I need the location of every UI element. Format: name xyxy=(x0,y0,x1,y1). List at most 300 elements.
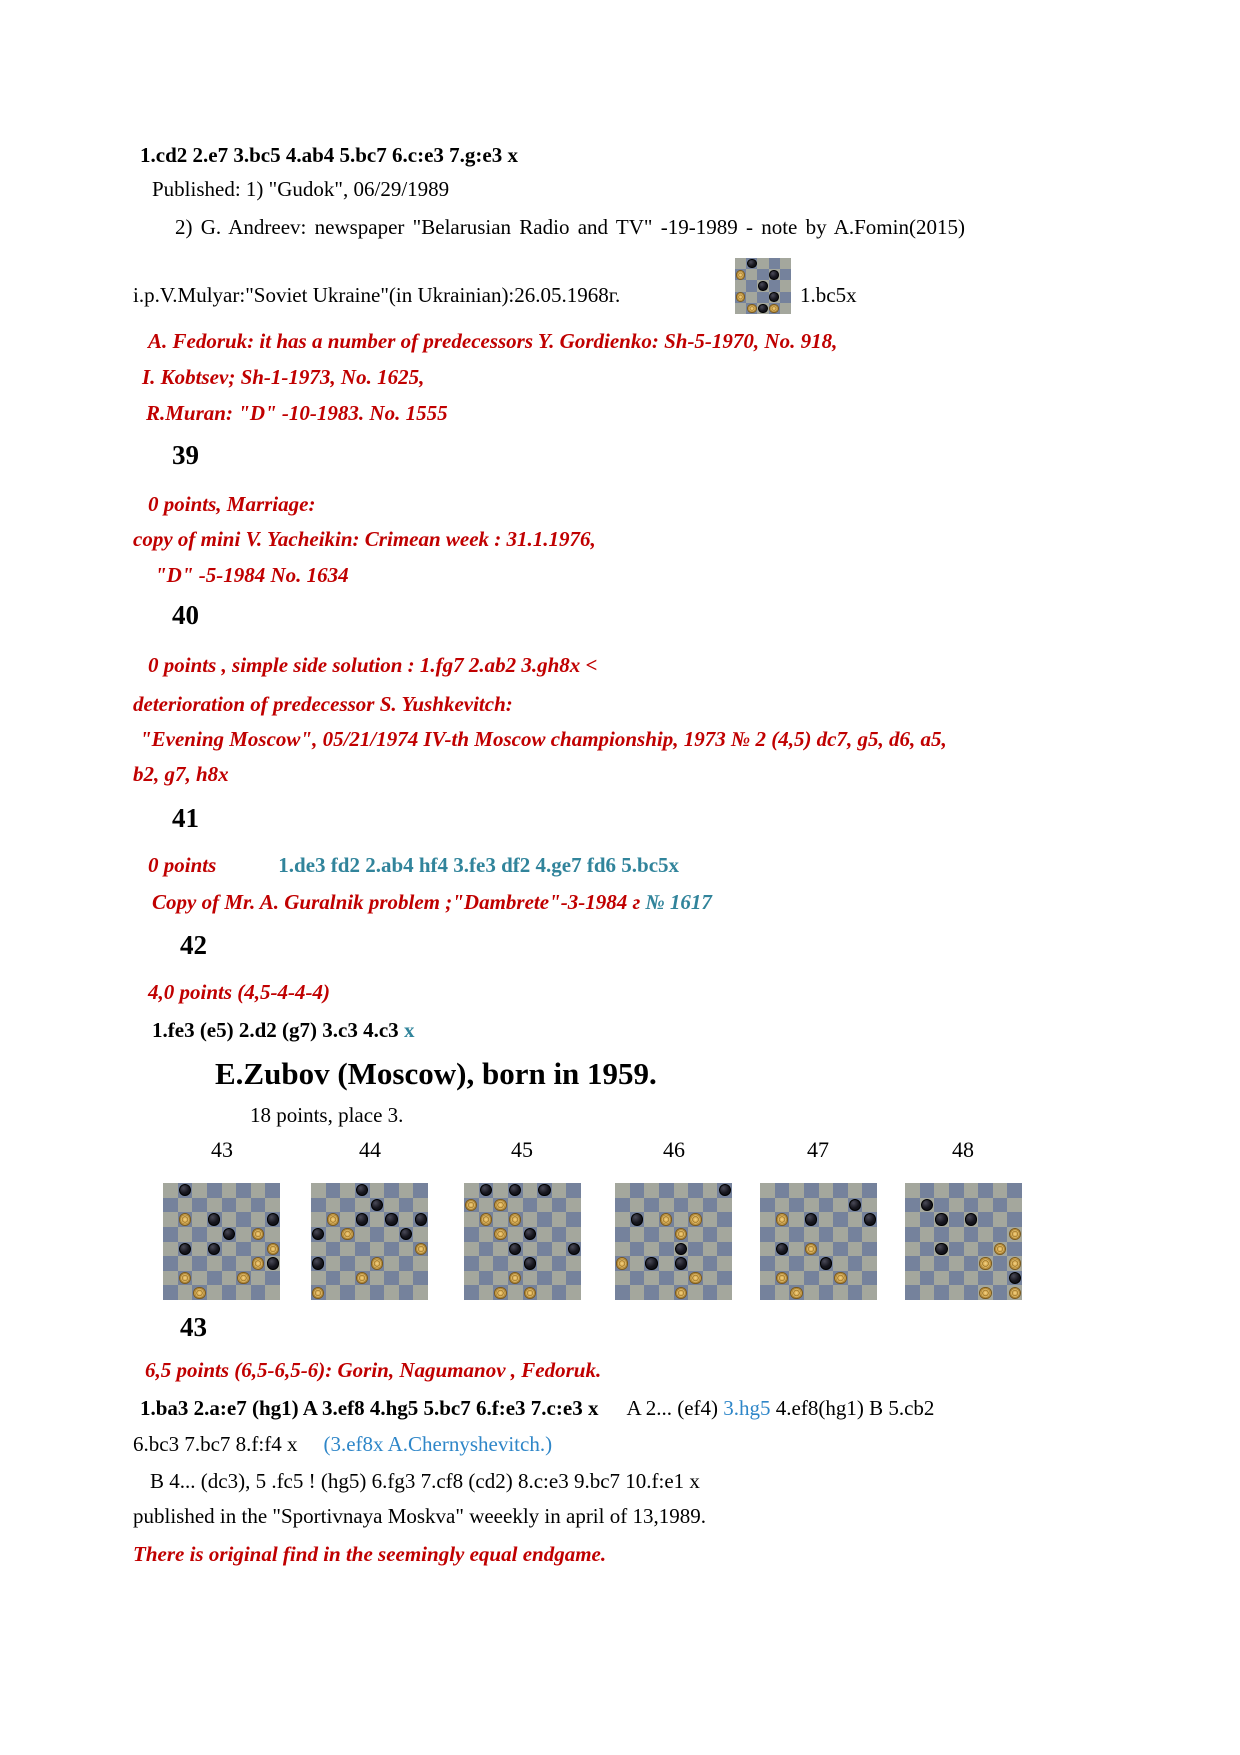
p40-line1: 0 points , simple side solution : 1.fg7 2.ab2 3.gh8x < xyxy=(148,653,598,677)
board-square xyxy=(819,1198,834,1213)
board-square xyxy=(311,1212,326,1227)
board-square xyxy=(703,1198,718,1213)
board-square xyxy=(644,1212,659,1227)
board-square xyxy=(192,1183,207,1198)
white-piece xyxy=(790,1287,802,1299)
checkers-board-45 xyxy=(464,1183,581,1300)
board-square xyxy=(537,1271,552,1286)
board-square xyxy=(703,1212,718,1227)
black-piece xyxy=(935,1213,947,1225)
board-square xyxy=(819,1285,834,1300)
board-square xyxy=(163,1227,178,1242)
white-piece xyxy=(1009,1228,1021,1240)
black-piece xyxy=(758,304,767,313)
board-square xyxy=(222,1285,237,1300)
p43-caption: 6,5 points (6,5-6,5-6): Gorin, Nagumanov , Fedoruk. xyxy=(145,1358,602,1382)
board-square xyxy=(265,1183,280,1198)
p43-moves-line1 xyxy=(140,1395,934,1421)
board-square xyxy=(326,1198,341,1213)
problem-40-heading: 40 xyxy=(172,600,199,630)
board-square xyxy=(163,1183,178,1198)
board-square xyxy=(848,1242,863,1257)
board-square xyxy=(848,1183,863,1198)
checkers-board-44 xyxy=(311,1183,428,1300)
black-piece xyxy=(179,1243,191,1255)
board-square xyxy=(819,1183,834,1198)
p40-line4: b2, g7, h8x xyxy=(133,762,229,786)
black-piece xyxy=(1009,1272,1021,1284)
board-square xyxy=(384,1198,399,1213)
board-square xyxy=(615,1183,630,1198)
p43-published-line: published in the "Sportivnaya Moskva" weeekly in april of 13,1989. xyxy=(133,1504,706,1528)
board-square xyxy=(340,1242,355,1257)
board-square xyxy=(615,1271,630,1286)
board-square xyxy=(780,280,791,291)
board-square xyxy=(207,1256,222,1271)
board-square xyxy=(630,1198,645,1213)
board-square xyxy=(178,1198,193,1213)
white-piece xyxy=(736,292,745,301)
board-square xyxy=(207,1227,222,1242)
board-square xyxy=(630,1271,645,1286)
board-square xyxy=(775,1183,790,1198)
p41-moves: 1.de3 fd2 2.ab4 hf4 3.fe3 df2 4.ge7 fd6 5.bc5x xyxy=(278,853,680,877)
board-square xyxy=(717,1198,732,1213)
p43-conclusion: There is original find in the seemingly equal endgame. xyxy=(133,1542,607,1566)
board-square xyxy=(355,1285,370,1300)
p43-variant-a: A 2... (ef4) xyxy=(626,1396,724,1420)
board-square xyxy=(399,1256,414,1271)
board-square xyxy=(920,1183,935,1198)
board-square xyxy=(703,1271,718,1286)
board-square xyxy=(552,1285,567,1300)
board-square xyxy=(746,280,757,291)
checkers-board-46 xyxy=(615,1183,732,1300)
board-square xyxy=(493,1212,508,1227)
board-square xyxy=(780,269,791,280)
board-square xyxy=(688,1227,703,1242)
inline-mini-board xyxy=(735,258,791,314)
board-square xyxy=(789,1242,804,1257)
board-square xyxy=(464,1183,479,1198)
board-square xyxy=(493,1271,508,1286)
board-square xyxy=(769,258,780,269)
black-piece xyxy=(415,1213,427,1225)
board-square xyxy=(566,1227,581,1242)
black-piece xyxy=(769,270,778,279)
board-square xyxy=(552,1271,567,1286)
board-square xyxy=(964,1285,979,1300)
board-square xyxy=(399,1242,414,1257)
board-square xyxy=(464,1227,479,1242)
board-square xyxy=(920,1242,935,1257)
board-square xyxy=(964,1256,979,1271)
board-square xyxy=(934,1183,949,1198)
board-square xyxy=(1007,1242,1022,1257)
board-square xyxy=(746,269,757,280)
board-square xyxy=(326,1285,341,1300)
board-square xyxy=(384,1285,399,1300)
board-square xyxy=(236,1183,251,1198)
board-square xyxy=(905,1271,920,1286)
board-square xyxy=(993,1212,1008,1227)
board-square xyxy=(949,1242,964,1257)
black-piece xyxy=(538,1184,550,1196)
board-square xyxy=(993,1183,1008,1198)
white-piece xyxy=(1009,1257,1021,1269)
checkers-board-43 xyxy=(163,1183,280,1300)
board-square xyxy=(757,269,768,280)
board-square xyxy=(688,1183,703,1198)
board-square xyxy=(848,1271,863,1286)
board-square xyxy=(804,1227,819,1242)
black-piece xyxy=(645,1257,657,1269)
board-square xyxy=(251,1285,266,1300)
board-square xyxy=(413,1285,428,1300)
board-square xyxy=(789,1227,804,1242)
board-square xyxy=(644,1242,659,1257)
diagram-number-43: 43 xyxy=(211,1137,233,1162)
board-square xyxy=(464,1212,479,1227)
board-square xyxy=(769,280,780,291)
board-square xyxy=(251,1198,266,1213)
black-piece xyxy=(776,1243,788,1255)
board-square xyxy=(311,1242,326,1257)
board-square xyxy=(934,1227,949,1242)
board-square xyxy=(493,1183,508,1198)
p43-moves-line2 xyxy=(133,1431,552,1457)
board-square xyxy=(934,1271,949,1286)
board-square xyxy=(862,1227,877,1242)
board-square xyxy=(537,1198,552,1213)
after-board-moves: 1.bc5x xyxy=(800,283,857,307)
board-square xyxy=(566,1183,581,1198)
board-square xyxy=(804,1198,819,1213)
board-square xyxy=(674,1183,689,1198)
board-square xyxy=(949,1285,964,1300)
board-square xyxy=(659,1271,674,1286)
black-piece xyxy=(267,1213,279,1225)
board-square xyxy=(370,1183,385,1198)
board-square xyxy=(566,1212,581,1227)
p40-line3: "Evening Moscow", 05/21/1974 IV-th Moscow championship, 1973 № 2 (4,5) dc7, g5, d6, a5, xyxy=(140,727,947,751)
board-square xyxy=(615,1212,630,1227)
board-square xyxy=(659,1285,674,1300)
board-square xyxy=(552,1212,567,1227)
checkers-board-47 xyxy=(760,1183,877,1300)
board-square xyxy=(862,1183,877,1198)
white-piece xyxy=(415,1243,427,1255)
white-piece xyxy=(776,1213,788,1225)
board-square xyxy=(780,292,791,303)
board-square xyxy=(251,1212,266,1227)
board-square xyxy=(819,1271,834,1286)
board-square xyxy=(735,280,746,291)
board-square xyxy=(993,1198,1008,1213)
board-square xyxy=(993,1256,1008,1271)
board-square xyxy=(222,1183,237,1198)
board-square xyxy=(964,1183,979,1198)
board-square xyxy=(340,1183,355,1198)
board-square xyxy=(265,1227,280,1242)
board-square xyxy=(659,1227,674,1242)
p39-line3: "D" -5-1984 No. 1634 xyxy=(155,563,349,587)
board-square xyxy=(384,1256,399,1271)
board-square xyxy=(905,1183,920,1198)
black-piece xyxy=(524,1257,536,1269)
board-square xyxy=(311,1271,326,1286)
board-square xyxy=(905,1285,920,1300)
board-square xyxy=(222,1256,237,1271)
board-square xyxy=(355,1198,370,1213)
board-square xyxy=(311,1183,326,1198)
board-square xyxy=(920,1271,935,1286)
board-square xyxy=(717,1256,732,1271)
board-square xyxy=(703,1183,718,1198)
board-square xyxy=(775,1198,790,1213)
board-square xyxy=(265,1198,280,1213)
board-square xyxy=(674,1198,689,1213)
p43-line2-blue: (3.ef8x A.Chernyshevitch.) xyxy=(323,1432,553,1456)
board-square xyxy=(848,1256,863,1271)
board-square xyxy=(207,1285,222,1300)
board-square xyxy=(993,1285,1008,1300)
board-square xyxy=(659,1198,674,1213)
board-square xyxy=(508,1285,523,1300)
andreev-line: 2) G. Andreev: newspaper "Belarusian Radio and TV" -19-1989 - note by A.Fomin(2015) xyxy=(175,215,965,239)
board-square xyxy=(326,1242,341,1257)
board-square xyxy=(703,1256,718,1271)
board-square xyxy=(819,1242,834,1257)
board-square xyxy=(222,1198,237,1213)
board-square xyxy=(340,1198,355,1213)
board-square xyxy=(833,1227,848,1242)
board-square xyxy=(178,1227,193,1242)
board-square xyxy=(674,1271,689,1286)
board-square xyxy=(615,1242,630,1257)
board-square xyxy=(804,1271,819,1286)
white-piece xyxy=(494,1287,506,1299)
board-square xyxy=(760,1198,775,1213)
board-square xyxy=(760,1212,775,1227)
board-square xyxy=(905,1256,920,1271)
white-piece xyxy=(1009,1287,1021,1299)
p42-moves: 1.fe3 (e5) 2.d2 (g7) 3.c3 4.c3 xyxy=(152,1018,404,1042)
board-square xyxy=(192,1271,207,1286)
black-piece xyxy=(805,1213,817,1225)
fedoruk-note: A. Fedoruk: it has a number of predecessors Y. Gordienko: Sh-5-1970, No. 918, xyxy=(148,329,838,353)
white-piece xyxy=(979,1287,991,1299)
board-square xyxy=(659,1256,674,1271)
board-square xyxy=(399,1198,414,1213)
board-square xyxy=(413,1227,428,1242)
board-square xyxy=(222,1271,237,1286)
black-piece xyxy=(769,292,778,301)
board-square xyxy=(326,1256,341,1271)
board-square xyxy=(523,1242,538,1257)
problem-42-heading: 42 xyxy=(180,930,207,960)
black-piece xyxy=(267,1257,279,1269)
board-square xyxy=(775,1285,790,1300)
p41-solution-line xyxy=(148,852,679,878)
board-square xyxy=(674,1212,689,1227)
board-square xyxy=(848,1227,863,1242)
board-square xyxy=(413,1256,428,1271)
board-square xyxy=(384,1227,399,1242)
board-square xyxy=(1007,1212,1022,1227)
board-square xyxy=(615,1227,630,1242)
board-square xyxy=(630,1285,645,1300)
board-square xyxy=(630,1227,645,1242)
board-square xyxy=(920,1212,935,1227)
board-square xyxy=(251,1242,266,1257)
board-square xyxy=(703,1242,718,1257)
board-square xyxy=(236,1212,251,1227)
board-square xyxy=(479,1242,494,1257)
board-square xyxy=(340,1271,355,1286)
board-square xyxy=(479,1271,494,1286)
white-piece xyxy=(689,1272,701,1284)
board-square xyxy=(311,1198,326,1213)
board-square xyxy=(508,1227,523,1242)
board-square xyxy=(848,1285,863,1300)
board-square xyxy=(920,1256,935,1271)
board-square xyxy=(760,1183,775,1198)
board-square xyxy=(479,1227,494,1242)
board-square xyxy=(326,1227,341,1242)
board-square xyxy=(370,1271,385,1286)
board-square xyxy=(399,1271,414,1286)
board-square xyxy=(251,1183,266,1198)
board-square xyxy=(464,1256,479,1271)
board-square xyxy=(717,1285,732,1300)
p42-x: x xyxy=(403,1018,415,1042)
board-square xyxy=(804,1256,819,1271)
board-square xyxy=(1007,1183,1022,1198)
board-square xyxy=(1007,1198,1022,1213)
muran-note: R.Muran: "D" -10-1983. No. 1555 xyxy=(146,401,448,425)
p42-moves-line xyxy=(152,1017,414,1043)
board-square xyxy=(370,1285,385,1300)
board-square xyxy=(978,1183,993,1198)
board-square xyxy=(566,1198,581,1213)
white-piece xyxy=(689,1213,701,1225)
board-square xyxy=(703,1227,718,1242)
board-square xyxy=(413,1198,428,1213)
black-piece xyxy=(675,1243,687,1255)
board-square xyxy=(833,1256,848,1271)
board-square xyxy=(615,1198,630,1213)
white-piece xyxy=(769,304,778,313)
board-square xyxy=(949,1256,964,1271)
black-piece xyxy=(371,1199,383,1211)
board-square xyxy=(978,1227,993,1242)
board-square xyxy=(384,1271,399,1286)
black-piece xyxy=(568,1243,580,1255)
board-square xyxy=(848,1212,863,1227)
black-piece xyxy=(631,1213,643,1225)
board-square xyxy=(192,1242,207,1257)
black-piece xyxy=(965,1213,977,1225)
board-square xyxy=(688,1198,703,1213)
white-piece xyxy=(327,1213,339,1225)
board-square xyxy=(552,1256,567,1271)
board-square xyxy=(163,1271,178,1286)
board-square xyxy=(236,1227,251,1242)
board-square xyxy=(479,1285,494,1300)
board-square xyxy=(251,1271,266,1286)
diagram-number-47: 47 xyxy=(807,1137,829,1162)
board-square xyxy=(775,1227,790,1242)
board-square xyxy=(537,1256,552,1271)
board-square xyxy=(236,1256,251,1271)
board-square xyxy=(630,1183,645,1198)
board-square xyxy=(757,292,768,303)
white-piece xyxy=(252,1257,264,1269)
board-square xyxy=(978,1271,993,1286)
board-square xyxy=(775,1256,790,1271)
white-piece xyxy=(660,1213,672,1225)
board-square xyxy=(735,258,746,269)
board-square xyxy=(949,1183,964,1198)
board-square xyxy=(920,1285,935,1300)
board-square xyxy=(178,1256,193,1271)
white-piece xyxy=(494,1199,506,1211)
board-square xyxy=(523,1271,538,1286)
board-square xyxy=(978,1198,993,1213)
board-square xyxy=(479,1256,494,1271)
board-square xyxy=(833,1285,848,1300)
board-square xyxy=(552,1183,567,1198)
board-square xyxy=(399,1212,414,1227)
board-square xyxy=(552,1242,567,1257)
board-square xyxy=(340,1212,355,1227)
board-square xyxy=(760,1227,775,1242)
board-square xyxy=(222,1212,237,1227)
black-piece xyxy=(208,1213,220,1225)
white-piece xyxy=(480,1213,492,1225)
board-square xyxy=(717,1271,732,1286)
p39-line1: 0 points, Marriage: xyxy=(148,492,316,516)
board-square xyxy=(949,1198,964,1213)
black-piece xyxy=(935,1243,947,1255)
p42-points: 4,0 points (4,5-4-4-4) xyxy=(148,980,330,1004)
board-square xyxy=(993,1271,1008,1286)
white-piece xyxy=(193,1287,205,1299)
white-piece xyxy=(616,1257,628,1269)
board-square xyxy=(804,1285,819,1300)
board-square xyxy=(236,1198,251,1213)
board-square xyxy=(934,1285,949,1300)
board-square xyxy=(508,1256,523,1271)
board-square xyxy=(207,1198,222,1213)
board-square xyxy=(789,1271,804,1286)
board-square xyxy=(163,1198,178,1213)
board-square xyxy=(537,1242,552,1257)
board-square xyxy=(163,1242,178,1257)
black-piece xyxy=(385,1213,397,1225)
board-square xyxy=(780,258,791,269)
board-square xyxy=(833,1212,848,1227)
p43-line2-black: 6.bc3 7.bc7 8.f:f4 x xyxy=(133,1432,298,1456)
board-square xyxy=(493,1256,508,1271)
white-piece xyxy=(524,1287,536,1299)
board-square xyxy=(207,1183,222,1198)
white-piece xyxy=(237,1272,249,1284)
board-square xyxy=(355,1227,370,1242)
board-square xyxy=(265,1271,280,1286)
board-square xyxy=(746,292,757,303)
